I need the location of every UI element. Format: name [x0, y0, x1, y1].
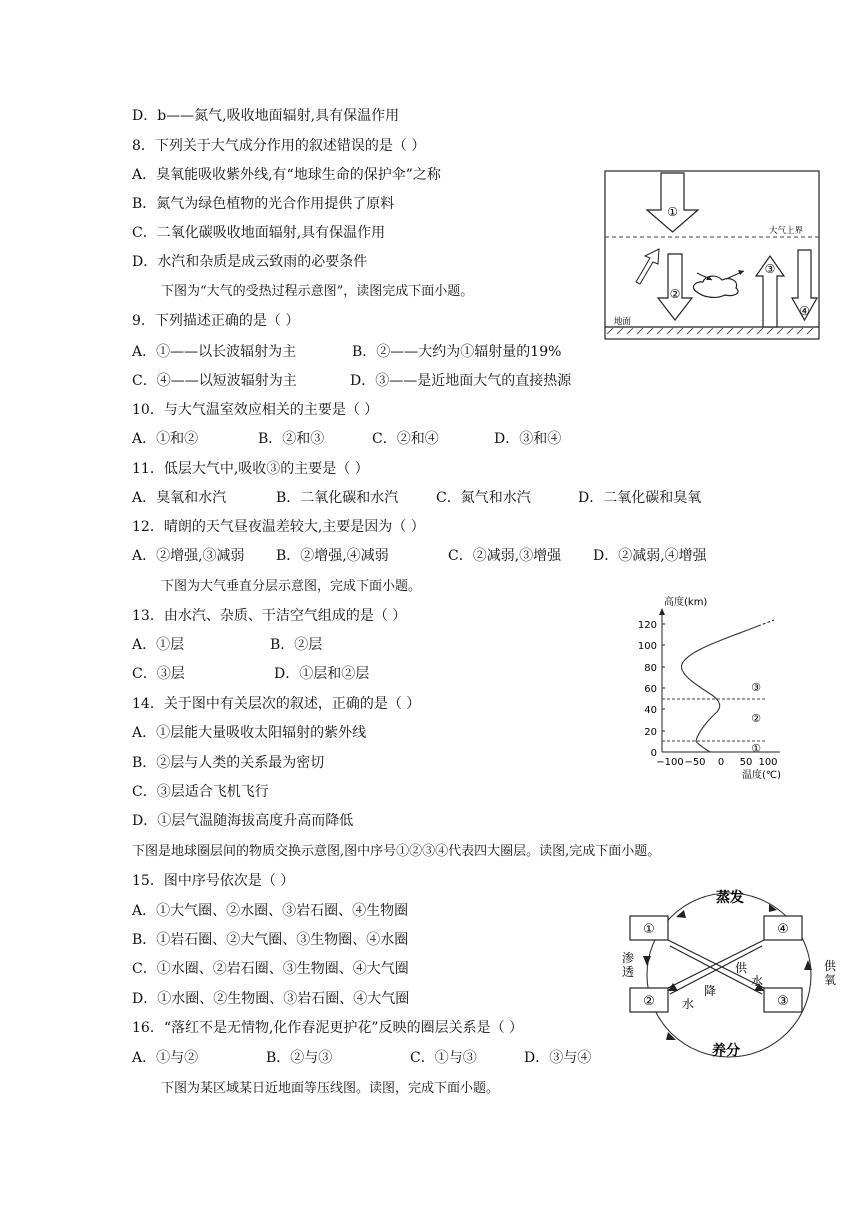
- sphere-exchange-diagram: [622, 880, 838, 1065]
- q12-option-a: A．②增强,③减弱: [132, 548, 245, 564]
- oxygen-label-2: 氧: [824, 973, 837, 987]
- q11-option-b: B．二氧化碳和水汽: [276, 490, 399, 506]
- evaporation-label: 蒸发: [716, 890, 744, 906]
- q13-option-c: C．③层: [132, 666, 185, 682]
- q15-option-a: A．①大气圈、②水圈、③岩石圈、④生物圈: [132, 903, 409, 919]
- temperature-curve-extension: [758, 620, 774, 626]
- q12-option-c: C．②减弱,③增强: [448, 548, 562, 564]
- q8-option-b: B．氮气为绿色植物的光合作用提供了原料: [132, 196, 395, 212]
- q15-option-b: B．①岩石圈、②大气圈、③生物圈、④水圈: [132, 932, 409, 948]
- q16-option-a: A．①与②: [132, 1050, 199, 1066]
- intro-heating-figure: 下图为“大气的受热过程示意图”，读图完成下面小题。: [161, 284, 474, 299]
- q15-option-c: C．①水圈、②岩石圈、③生物圈、④大气圈: [132, 961, 409, 977]
- oxygen-label-1: 供: [824, 959, 837, 973]
- q9-option-d: D．③——是近地面大气的直接热源: [350, 373, 572, 389]
- q12-option-d: D．②减弱,④增强: [593, 548, 707, 564]
- atmosphere-top-label: 大气上界: [769, 226, 804, 236]
- nutrient-label: 养分: [712, 1043, 740, 1059]
- arrow-2-number: ②: [669, 287, 681, 301]
- x-axis-title: 温度(℃): [742, 770, 782, 781]
- q10-option-c: C．②和④: [372, 431, 439, 447]
- q10-option-a: A．①和②: [132, 431, 199, 447]
- atmosphere-layers-chart: [637, 592, 800, 787]
- question-9: 9．下列描述正确的是（ ）: [132, 313, 300, 329]
- q16-option-d: D．③与④: [524, 1050, 592, 1066]
- x-tick-0: 0: [717, 757, 725, 768]
- q13-option-a: A．①层: [132, 637, 185, 653]
- y-tick-40: 40: [644, 705, 657, 716]
- intro-layers-figure: 下图为大气垂直分层示意图，完成下面小题。: [161, 579, 422, 594]
- sphere-3-number: ③: [777, 994, 789, 1009]
- intro-isobar-figure: 下图为某区域某日近地面等压线图。读图，完成下面小题。: [161, 1081, 500, 1096]
- x-tick-minus100: −100: [656, 757, 684, 768]
- q11-option-a: A．臭氧和水汽: [132, 490, 227, 506]
- q10-option-d: D．③和④: [494, 431, 562, 447]
- q16-option-c: C．①与③: [410, 1050, 477, 1066]
- temperature-curve: [681, 626, 758, 752]
- q8-option-d: D．水汽和杂质是成云致雨的必要条件: [132, 254, 368, 270]
- question-13: 13．由水汽、杂质、干洁空气组成的是（ ）: [132, 608, 407, 624]
- q8-option-a: A．臭氧能吸收紫外线,有“地球生命的保护伞”之称: [132, 167, 441, 183]
- water-supply-label-1: 供: [735, 961, 748, 975]
- layer-1-label: ①: [751, 742, 761, 755]
- q9-option-c: C．④——以短波辐射为主: [132, 373, 297, 389]
- y-tick-120: 120: [637, 620, 657, 631]
- question-10: 10．与大气温室效应相关的主要是（ ）: [132, 402, 379, 418]
- layer-2-label: ②: [751, 712, 761, 725]
- y-tick-60: 60: [644, 684, 657, 695]
- heating-process-diagram: [604, 170, 820, 340]
- question-16: 16．“落红不是无情物,化作春泥更护花”反映的圈层关系是（ ）: [132, 1020, 524, 1036]
- seep-label-2: 透: [622, 965, 635, 979]
- y-tick-0: 0: [650, 748, 657, 759]
- question-15: 15．图中序号依次是（ ）: [132, 873, 295, 889]
- x-tick-100: 100: [758, 757, 778, 768]
- diagram-frame: [605, 171, 819, 339]
- precipitation-label-1: 降: [704, 984, 717, 998]
- q9-option-b: B．②——大约为①辐射量的19%: [352, 344, 562, 360]
- precipitation-label-2: 水: [682, 997, 695, 1011]
- arrow-3-number: ③: [764, 262, 776, 276]
- sphere-1-number: ①: [643, 922, 655, 937]
- water-supply-label-2: 水: [751, 974, 764, 988]
- q11-option-d: D．二氧化碳和臭氧: [578, 490, 702, 506]
- q11-option-c: C．氮气和水汽: [436, 490, 531, 506]
- q15-option-d: D．①水圈、②生物圈、③岩石圈、④大气圈: [132, 991, 410, 1007]
- layer-3-label: ③: [751, 681, 761, 694]
- y-axis-arrowhead: [659, 608, 665, 615]
- arrow-1-number: ①: [667, 205, 678, 219]
- y-tick-80: 80: [644, 663, 657, 674]
- sphere-4-number: ④: [777, 922, 789, 937]
- q12-option-b: B．②增强,④减弱: [276, 548, 389, 564]
- q13-option-b: B．②层: [270, 637, 323, 653]
- q14-option-d: D．①层气温随海拔高度升高而降低: [132, 813, 354, 829]
- y-tick-20: 20: [644, 727, 657, 738]
- sphere-2-number: ②: [643, 994, 655, 1009]
- q14-option-c: C．③层适合飞机飞行: [132, 784, 269, 800]
- seep-label-1: 渗: [622, 951, 635, 965]
- question-12: 12．晴朗的天气昼夜温差较大,主要是因为（ ）: [132, 519, 425, 535]
- q14-option-b: B．②层与人类的关系最为密切: [132, 755, 325, 771]
- x-tick-minus50: −50: [684, 757, 706, 768]
- q9-option-a: A．①——以长波辐射为主: [132, 344, 297, 360]
- q14-option-a: A．①层能大量吸收太阳辐射的紫外线: [132, 725, 367, 741]
- y-axis-title: 高度(km): [664, 597, 708, 608]
- intro-spheres-figure: 下图是地球圈层间的物质交换示意图,图中序号①②③④代表四大圈层。读图,完成下面小题。: [132, 844, 661, 859]
- option-d-prev: D．b——氮气,吸收地面辐射,具有保温作用: [132, 108, 400, 124]
- seep-arrowhead: [643, 956, 651, 966]
- arrow-4-number: ④: [799, 304, 810, 318]
- ground-label: 地面: [614, 317, 632, 327]
- q10-option-b: B．②和③: [258, 431, 325, 447]
- x-tick-50: 50: [739, 757, 753, 768]
- y-tick-100: 100: [637, 641, 657, 652]
- question-14: 14．关于图中有关层次的叙述，正确的是（ ）: [132, 696, 421, 712]
- q16-option-b: B．②与③: [266, 1050, 333, 1066]
- question-11: 11．低层大气中,吸收③的主要是（ ）: [132, 461, 369, 477]
- q13-option-d: D．①层和②层: [274, 666, 370, 682]
- q8-option-c: C．二氧化碳吸收地面辐射,具有保温作用: [132, 225, 386, 241]
- question-8: 8．下列关于大气成分作用的叙述错误的是（ ）: [132, 138, 426, 154]
